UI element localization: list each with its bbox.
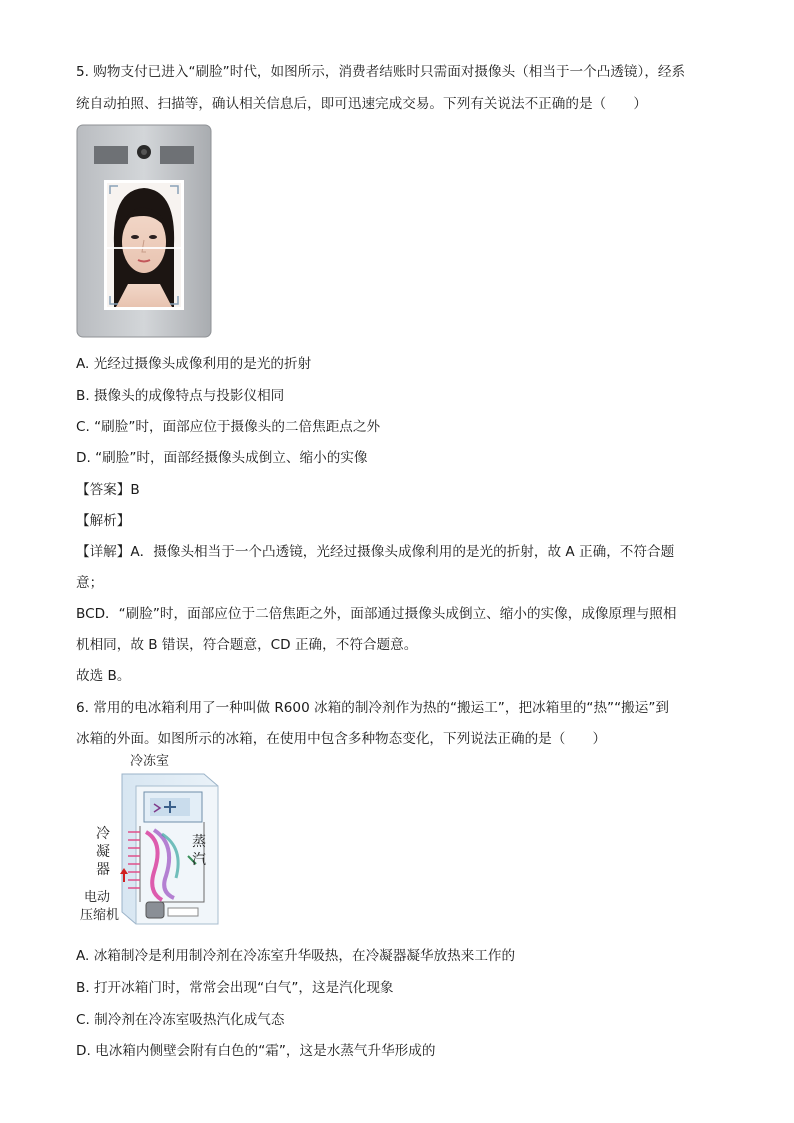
q6-option-a: A. 冰箱制冷是利用制冷剂在冷冻室升华吸热，在冷凝器凝华放热来工作的 — [76, 948, 516, 964]
fig-label-condenser-3: 器 — [96, 862, 110, 878]
fig-label-compressor-2: 压缩机 — [80, 908, 120, 923]
q5-detail-line4: 机相同，故 B 错误，符合题意，CD 正确，不符合题意。 — [76, 637, 418, 653]
q5-option-b: B. 摄像头的成像特点与投影仪相同 — [76, 388, 285, 404]
q6-option-d: D. 电冰箱内侧壁会附有白色的“霜”，这是水蒸气升华形成的 — [76, 1043, 436, 1059]
q6-stem-line1: 6. 常用的电冰箱利用了一种叫做 R600 冰箱的制冷剂作为热的“搬运工”，把冰箱里的“热”“搬运”到 — [76, 700, 669, 716]
q6-option-c: C. 制冷剂在冷冻室吸热汽化成气态 — [76, 1012, 285, 1028]
q5-answer: 【答案】B — [76, 482, 140, 498]
fig-label-vapor-1: 蒸 — [192, 834, 206, 850]
fig-label-condenser-2: 凝 — [96, 844, 110, 860]
q6-option-b: B. 打开冰箱门时，常常会出现“白气”，这是汽化现象 — [76, 980, 394, 996]
face-terminal-figure — [76, 124, 212, 338]
q5-detail-line3: BCD．“刷脸”时，面部应位于二倍焦距之外，面部通过摄像头成倒立、缩小的实像，成像原理与照相 — [76, 606, 677, 622]
fig-label-freezer: 冷冻室 — [130, 754, 170, 769]
q5-analysis-title: 【解析】 — [76, 513, 131, 529]
fig-label-condenser-1: 冷 — [96, 826, 110, 842]
q5-stem-line2: 统自动拍照、扫描等，确认相关信息后，即可迅速完成交易。下列有关说法不正确的是（ ） — [76, 96, 647, 112]
q5-conclusion: 故选 B。 — [76, 668, 131, 684]
q5-detail-line1: 【详解】A．摄像头相当于一个凸透镜，光经过摄像头成像利用的是光的折射，故 A 正确，不符合题 — [76, 544, 675, 560]
q6-stem-line2: 冰箱的外面。如图所示的冰箱，在使用中包含多种物态变化，下列说法正确的是（ ） — [76, 731, 607, 747]
q5-stem-line1: 5. 购物支付已进入“刷脸”时代，如图所示，消费者结账时只需面对摄像头（相当于一个凸透镜），经系 — [76, 64, 686, 80]
q5-detail-line2: 意； — [76, 575, 104, 591]
q5-option-c: C. “刷脸”时，面部应位于摄像头的二倍焦距点之外 — [76, 419, 381, 435]
fig-label-vapor-2: 汽 — [192, 852, 206, 868]
q5-option-a: A. 光经过摄像头成像利用的是光的折射 — [76, 356, 312, 372]
face-terminal-illustration — [76, 124, 212, 338]
fig-label-compressor-1: 电动 — [84, 890, 111, 905]
q5-option-d: D. “刷脸”时，面部经摄像头成倒立、缩小的实像 — [76, 450, 368, 466]
